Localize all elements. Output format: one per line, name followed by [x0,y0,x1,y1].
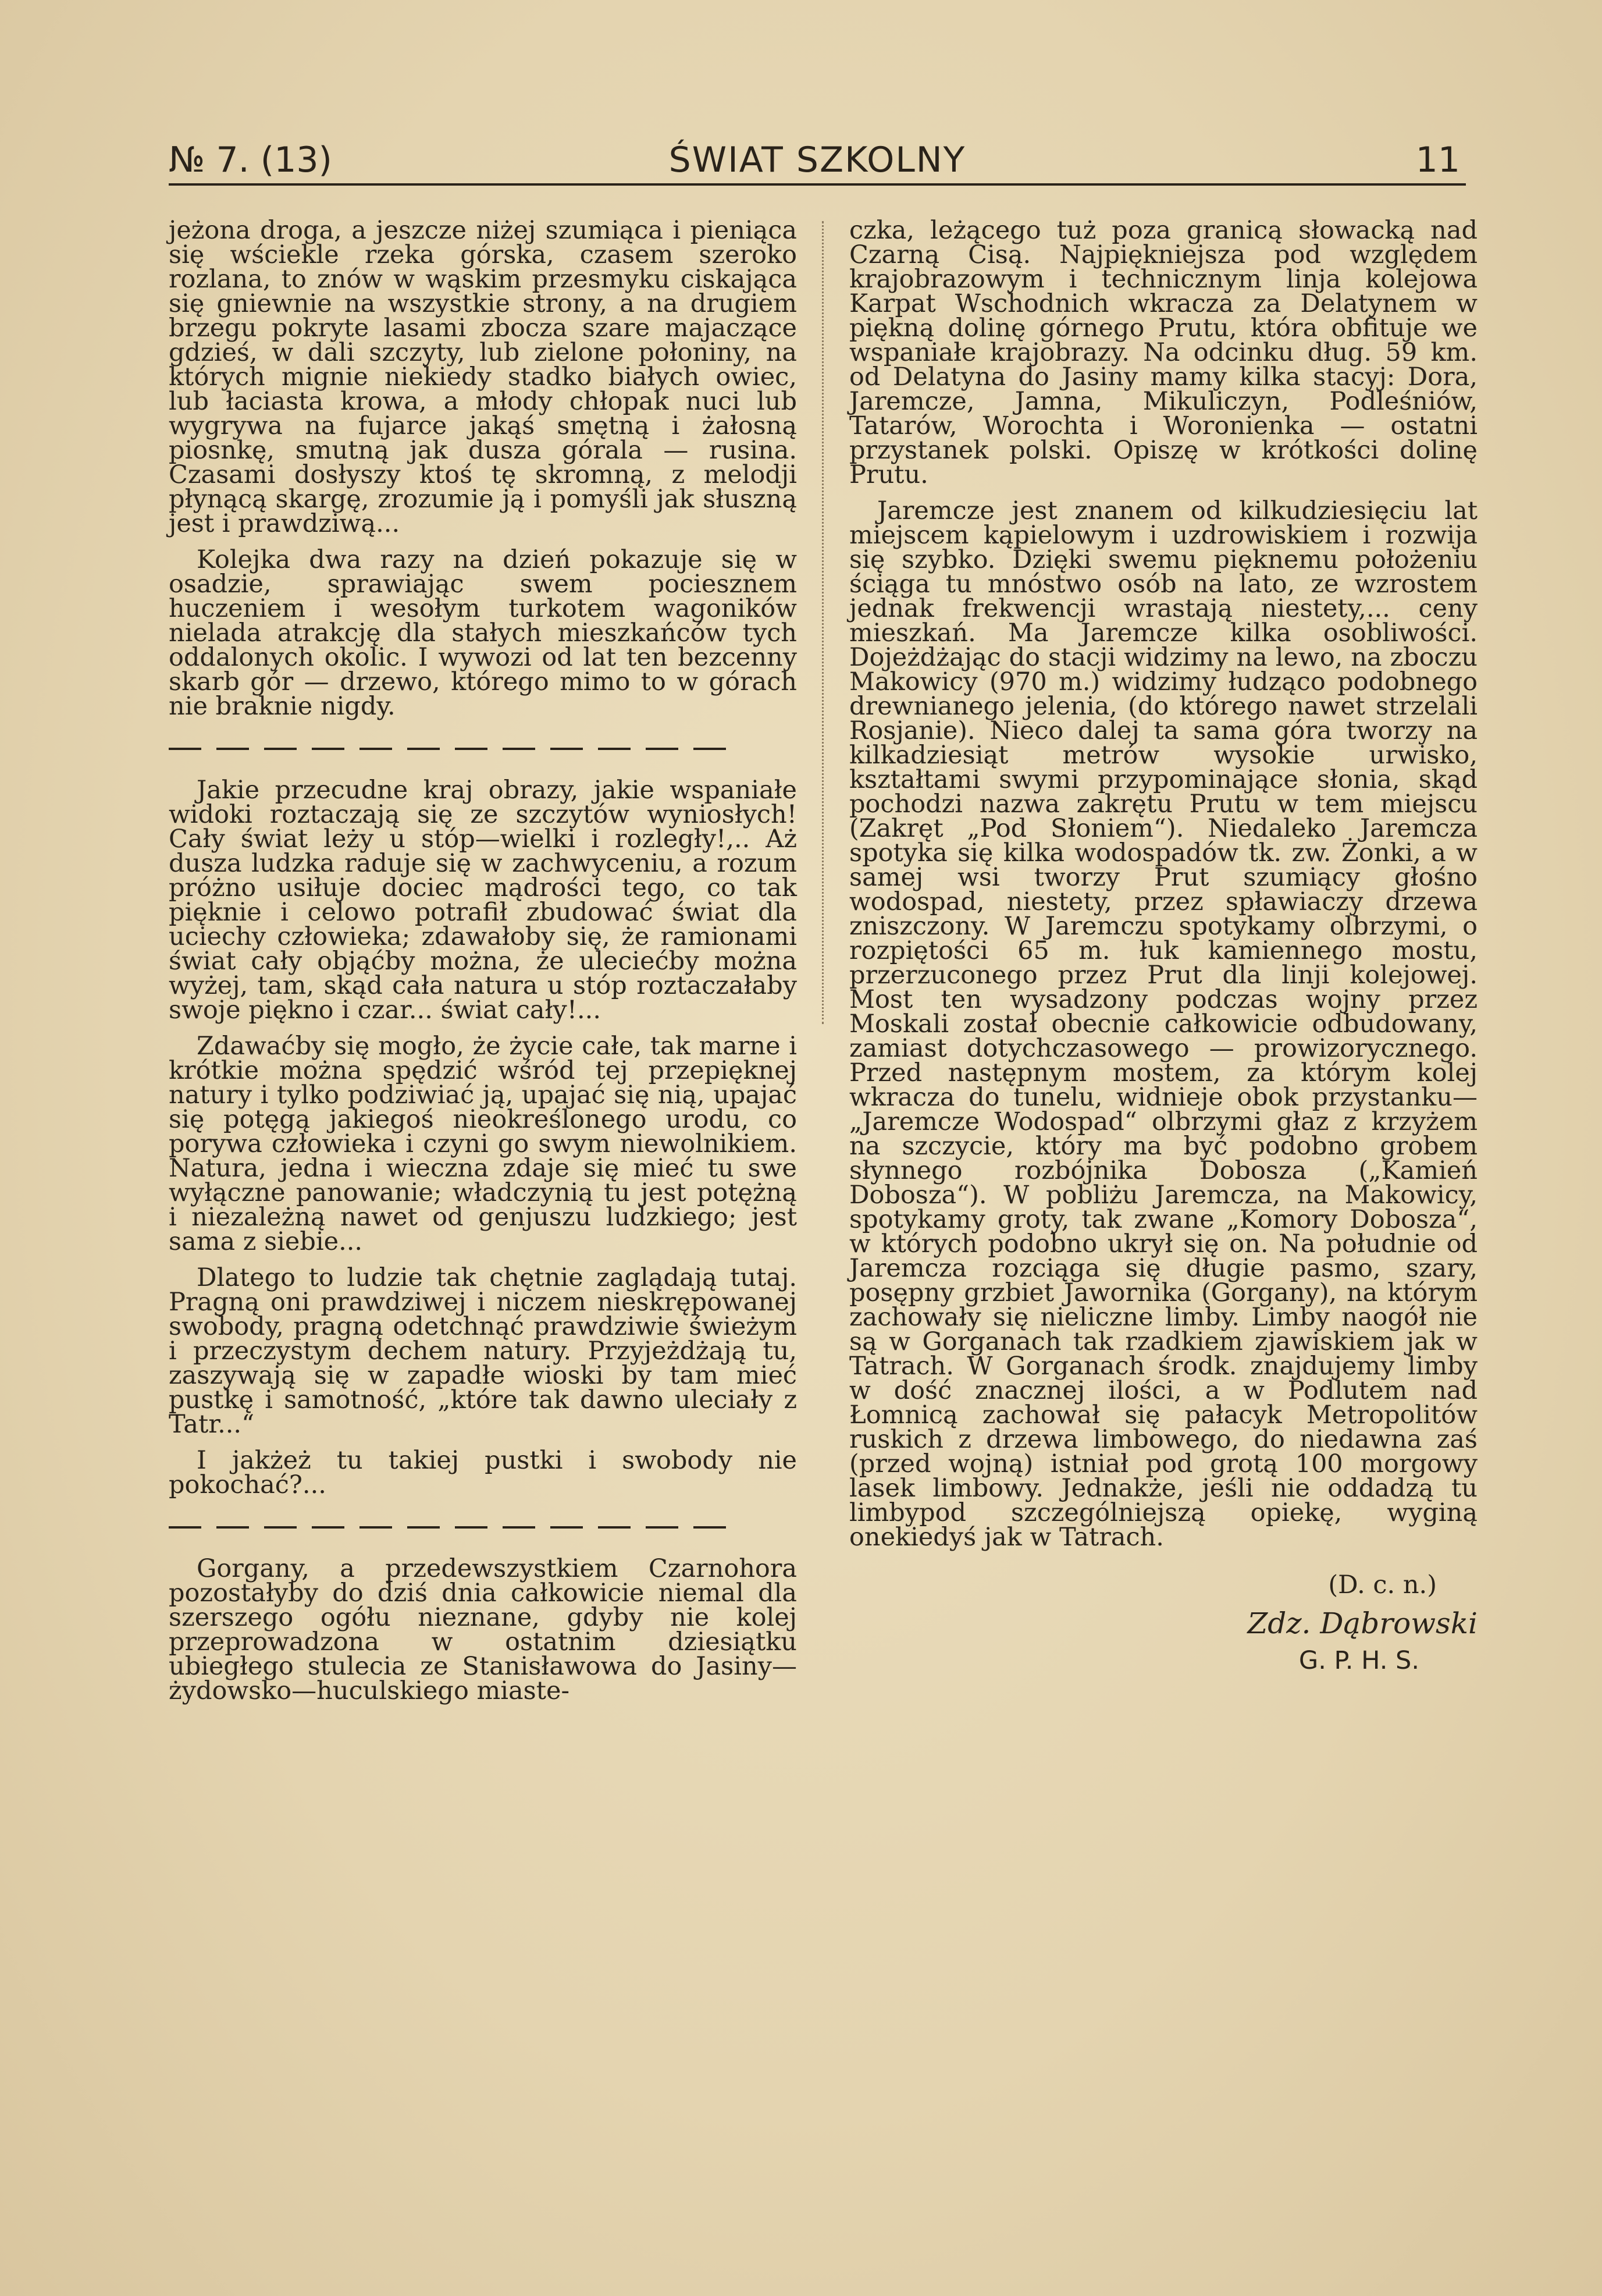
article-paragraph: Jaremcze jest znanem od kilkudziesięciu lat miejscem kąpielowym i uzdrowiskiem i rozwija się szybko. Dzięki swemu pięknemu położeniu ściąga tu mnóstwo osób na lato, ze wzrostem jednak frekwencji wrastają niestety,... ceny mieszkań. Ma Jaremcze kilka osobliwości. Dojeżdżając do stacji widzimy na lewo, na zboczu Makowicy (970 m.) widzimy łudząco podobnego drewnianego jelenia, (do którego nawet strzelali Rosjanie). Nieco dalej ta sama góra tworzy na kilkadziesiąt metrów wysokie urwisko, kształtami swymi przypominające słonia, skąd pochodzi nazwa zakrętu Prutu w tem miejscu (Zakręt „Pod Słoniem“). Niedaleko Jaremcza spotyka się kilka wodospadów tk. zw. Żonki, a w samej wsi tworzy Prut szumiący głośno wodospad, niestety, przez spławiaczy drzewa zniszczony. W Jaremczu spotykamy olbrzymi, o rozpiętości 65 m. łuk kamiennego mostu, przerzuconego przez Prut dla linji kolejowej. Most ten wysadzony podczas wojny przez Moskali został obecnie całkowicie odbudowany, zamiast dotychczasowego — prowizorycznego. Przed następnym mostem, za którym kolej wkracza do tunelu, widnieje obok przystanku—„Jaremcze Wodospad“ olbrzymi głaz z krzyżem na szczycie, który ma być podobno grobem słynnego rozbójnika Dobosza („Kamień Dobosza“). W pobliżu Jaremcza, na Makowicy, spotykamy groty, tak zwane „Komory Dobosza“, w których podobno ukrył się on. Na południe od Jaremcza rozciąga się długie pasmo, szary, posępny grzbiet Jawornika (Gorgany), na którym zachowały się nieliczne limby. Limby naogół nie są w Gorganach tak rzadkiem zjawiskiem jak w Tatrach. W Gorganach środk. znajdujemy limby w dość znacznej ilości, a w Podlutem nad Łomnicą zachował się pałacyk Metropolitów ruskich z drzewa limbowego, do niedawna zaś (przed wojną) istniał pod grotą 100 morgowy lasek limbowy. Jednakże, jeśli nie oddadzą tu limbypod szczególniejszą opiekę, wyginą onekiedyś jak w Tatrach. [849,496,1478,1552]
continuation-note: (D. c. n.) [1328,1570,1437,1600]
article-paragraph: jeżona droga, a jeszcze niżej szumiąca i pieniąca się wściekle rzeka górska, czasem szeroko rozlana, to znów w wąskim przesmyku ciskająca się gniewnie na wszystkie strony, a na drugiem brzegu pokryte lasami zbocza szare majaczące gdzieś, w dali szczyty, lub zielone połoniny, na których mignie niekiedy stadko białych owiec, lub łaciasta krowa, a młody chłopak nuci lub wygrywa na fujarce jakąś smętną i żałosną piosnkę, smutną jak dusza górala — rusina. Czasami dosłyszy ktoś tę skromną, z melodji płynącą skargę, zrozumie ją i pomyśli jak słuszną jest i prawdziwą... [169,216,797,538]
author-organization: G. P. H. S. [1298,1646,1419,1675]
section-separator [169,735,797,759]
article-paragraph: Jakie przecudne kraj obrazy, jakie wspaniałe widoki roztaczają się ze szczytów wyniosłych! Cały świat leży u stóp—wielki i rozległy!,.. Aż dusza ludzka raduje się w zachwyceniu, a rozum próżno usiłuje dociec mądrości tego, co tak pięknie i celowo potrafił zbudować świat dla uciechy człowieka; zdawałoby się, że ramionami świat cały objąćby można, że uleciećby można wyżej, tam, skąd cała natura u stóp roztaczałaby swoje piękno i czar... świat cały!... [169,776,797,1025]
publication-title: ŚWIAT SZKOLNY [668,140,966,180]
section-separator [169,1513,797,1538]
left-column [169,218,797,1715]
signoff [849,1570,1478,1675]
right-column [849,218,1478,1673]
article-paragraph: czka, leżącego tuż poza granicą słowacką nad Czarną Cisą. Najpiękniejsza pod względem krajobrazowym i technicznym linja kolejowa Karpat Wschodnich wkracza za Delatynem w piękną dolinę górnego Prutu, która obfituje we wspaniałe krajobrazy. Na odcinku dług. 59 km. od Delatyna do Jasiny mamy kilka stacyj: Dora, Jaremcze, Jamna, Mikuliczyn, Podleśniów, Tatarów, Worochta i Woronienka — ostatni przystanek polski. Opiszę w krótkości dolinę Prutu. [849,216,1478,489]
page-number: 11 [1415,140,1460,180]
page-header [169,137,1466,186]
article-paragraph: I jakżeż tu takiej pustki i swobody nie pokochać?... [169,1446,797,1499]
article-paragraph: Gorgany, a przedewszystkiem Czarnohora pozostałyby do dziś dnia całkowicie niemal dla szerszego ogółu nieznane, gdyby nie kolej przeprowadzona w ostatnim dziesiątku ubiegłego stulecia ze Stanisławowa do Jasiny—żydowsko—huculskiego miaste- [169,1554,797,1705]
article-paragraph: Dlatego to ludzie tak chętnie zaglądają tutaj. Pragną oni prawdziwej i niczem nieskrępowanej swobody, pragną odetchnąć prawdziwie świeżym i przeczystym dechem natury. Przyjeżdżają tu, zaszywają się w zapadłe wioski by tam mieć pustkę i samotność, „które tak dawno uleciały z Tatr...“ [169,1263,797,1439]
author-name: Zdz. Dąbrowski [1247,1607,1478,1640]
issue-number: № 7. (13) [169,140,332,180]
article-paragraph: Kolejka dwa razy na dzień pokazuje się w osadzie, sprawiając swem pociesznem huczeniem i wesołym turkotem wagoników nielada atrakcję dla stałych mieszkańców tych oddalonych okolic. I wywozi od lat ten bezcenny skarb gór — drzewo, którego mimo to w górach nie braknie nigdy. [169,545,797,721]
column-divider [822,221,824,1024]
article-paragraph: Zdawaćby się mogło, że życie całe, tak marne i krótkie można spędzić wśród tej przepięknej natury i tylko podziwiać ją, upajać się nią, upajać się potęgą jakiegoś nieokreślonego urodu, co porywa człowieka i czyni go swym niewolnikiem. Natura, jedna i wieczna zdaje się mieć tu swe wyłączne panowanie; władczynią tu jest potężną i niezależną nawet od genjuszu ludzkiego; jest sama z siebie... [169,1032,797,1256]
